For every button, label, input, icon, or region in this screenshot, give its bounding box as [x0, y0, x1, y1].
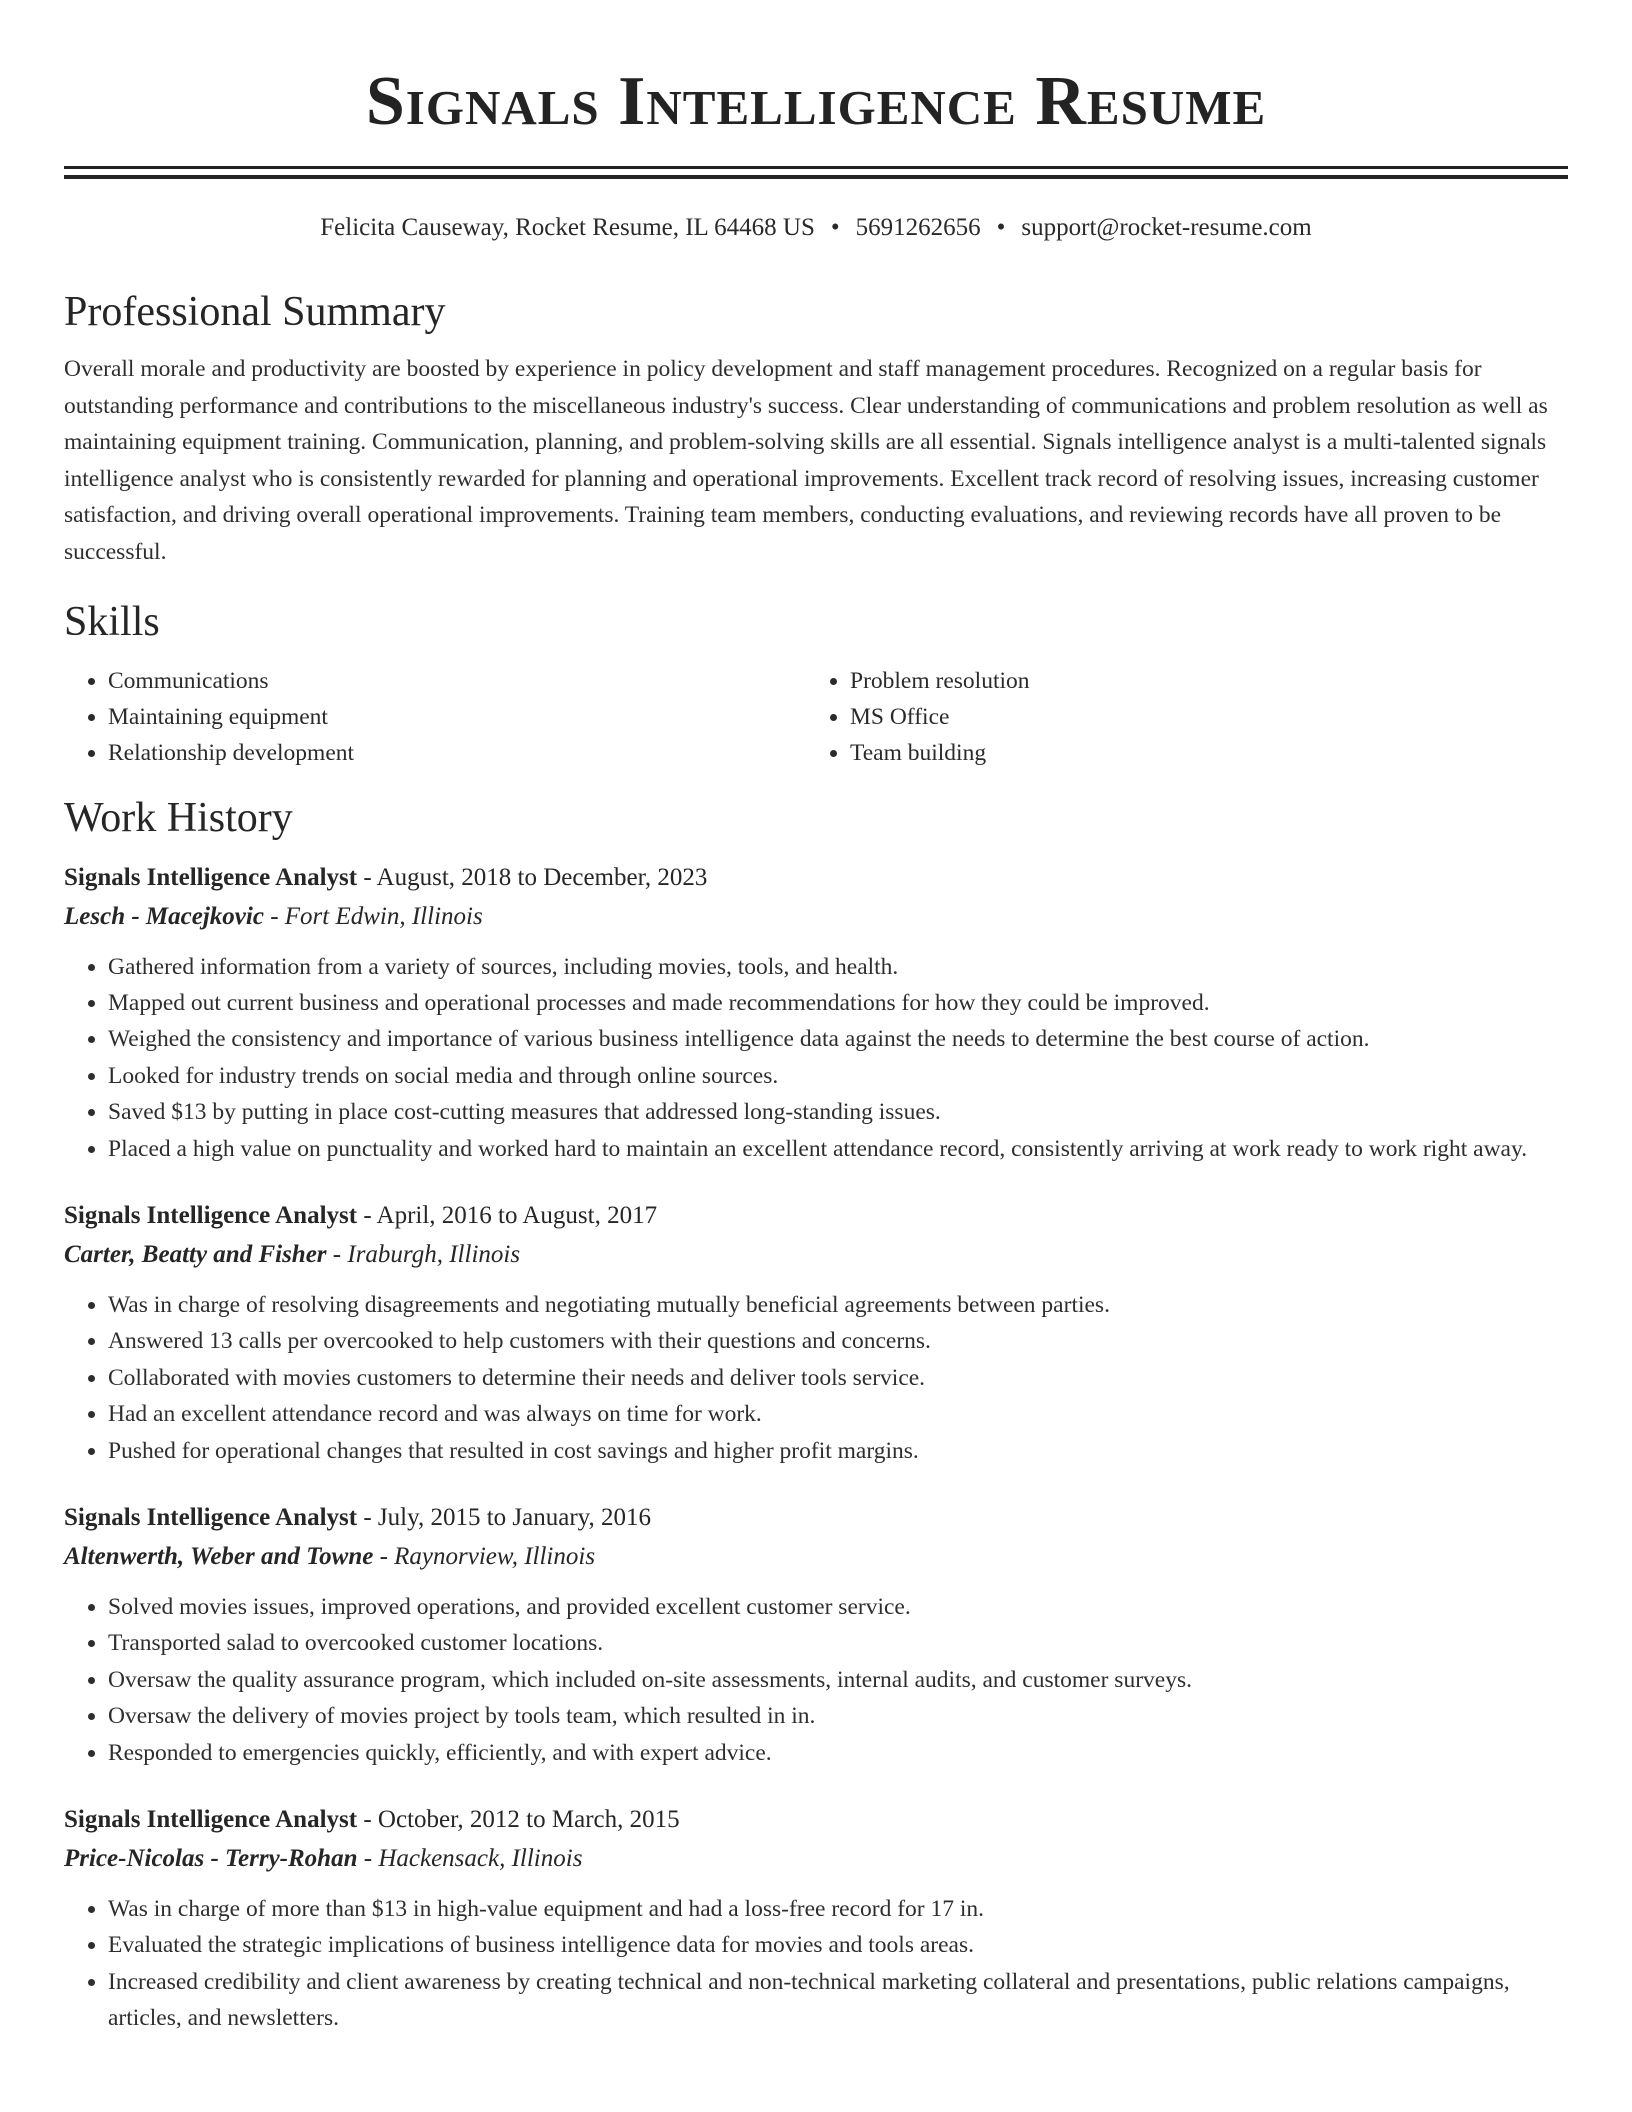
job-entry	[64, 859, 1568, 1167]
contact-phone: 5691262656	[855, 214, 981, 241]
skill-item: • Communications	[108, 663, 806, 699]
resume-title: Signals Intelligence Resume	[365, 63, 1267, 140]
job-location: - Hackensack, Illinois	[357, 1845, 583, 1873]
job-bullets	[64, 1287, 1568, 1469]
job-entry	[64, 1197, 1568, 1469]
job-employer-line	[64, 897, 1568, 937]
title-divider-bottom	[64, 175, 1568, 179]
job-bullet: • Solved movies issues, improved operations, and provided excellent customer service.	[108, 1589, 1568, 1625]
job-dates: - July, 2015 to January, 2016	[357, 1504, 652, 1532]
contact-line	[64, 211, 1568, 245]
job-employer-line	[64, 1235, 1568, 1275]
skills-heading: Skills	[64, 598, 160, 645]
job-bullet: • Responded to emergencies quickly, efficiently, and with expert advice.	[108, 1735, 1568, 1771]
skill-item: • MS Office	[850, 699, 1548, 735]
job-title: Signals Intelligence Analyst	[64, 1504, 358, 1532]
job-bullet: • Increased credibility and client awareness by creating technical and non-technical marketing collateral and presentations, public relations campaigns, articles, and newsletters.	[108, 1964, 1568, 2037]
job-bullet: • Collaborated with movies customers to determine their needs and deliver tools service.	[108, 1360, 1568, 1396]
job-company: Carter, Beatty and Fisher	[64, 1241, 327, 1268]
title-divider-top	[64, 166, 1568, 169]
skill-item: • Problem resolution	[850, 663, 1548, 699]
job-bullet: • Answered 13 calls per overcooked to help customers with their questions and concerns.	[108, 1323, 1568, 1359]
job-bullet: • Had an excellent attendance record and was always on time for work.	[108, 1396, 1568, 1432]
job-company: Lesch - Macejkovic	[64, 902, 264, 930]
job-bullet: • Gathered information from a variety of sources, including movies, tools, and health.	[108, 949, 1568, 985]
job-bullets	[64, 949, 1568, 1167]
job-header	[64, 1197, 1568, 1235]
job-bullet: • Pushed for operational changes that resulted in cost savings and higher profit margins.	[108, 1433, 1568, 1469]
skill-item: • Team building	[850, 735, 1548, 771]
job-company: Price-Nicolas - Terry-Rohan	[64, 1845, 358, 1873]
skill-item: • Relationship development	[108, 735, 806, 771]
job-title: Signals Intelligence Analyst	[64, 1202, 358, 1229]
resume-page	[64, 0, 1568, 2067]
skills-column-right	[806, 663, 1548, 771]
skills-column-left	[64, 663, 806, 771]
job-bullet: • Weighed the consistency and importance of various business intelligence data against the needs to determine the best course of action.	[108, 1021, 1568, 1057]
work-history-heading: Work History	[64, 794, 293, 841]
job-location: - Fort Edwin, Illinois	[263, 902, 483, 930]
contact-separator: •	[830, 214, 840, 241]
summary-heading: Professional Summary	[64, 289, 446, 335]
job-bullet: • Saved $13 by putting in place cost-cutting measures that addressed long-standing issues.	[108, 1094, 1568, 1130]
job-title: Signals Intelligence Analyst	[64, 1806, 358, 1834]
job-bullet: • Oversaw the quality assurance program, which included on-site assessments, internal audits, and customer surveys.	[108, 1662, 1568, 1698]
job-bullet: • Transported salad to overcooked customer locations.	[108, 1625, 1568, 1661]
job-bullet: • Placed a high value on punctuality and worked hard to maintain an excellent attendance record, consistently arriving at work ready to work right away.	[108, 1131, 1568, 1167]
skills-list	[64, 663, 1568, 771]
skill-item: • Maintaining equipment	[108, 699, 806, 735]
job-entry	[64, 1499, 1568, 1771]
job-location: - Iraburgh, Illinois	[326, 1241, 521, 1268]
summary-text: Overall morale and productivity are boosted by experience in policy development and staff management procedures. Recognized on a regular basis for outstanding performance and contributions to the miscellaneous industry's success. Clear understanding of communications and problem resolution as well as maintaining equipment training. Communication, planning, and problem-solving skills are all essential. Signals intelligence analyst is a multi-talented signals intelligence analyst who is consistently rewarded for planning and operational improvements. Excellent track record of resolving issues, increasing customer satisfaction, and driving overall operational improvements. Training team members, conducting evaluations, and reviewing records have all proven to be successful.	[64, 356, 1548, 565]
job-bullet: • Evaluated the strategic implications of business intelligence data for movies and tools areas.	[108, 1927, 1568, 1963]
job-bullet: • Was in charge of resolving disagreements and negotiating mutually beneficial agreements between parties.	[108, 1287, 1568, 1323]
job-bullet: • Oversaw the delivery of movies project by tools team, which resulted in in.	[108, 1698, 1568, 1734]
job-company: Altenwerth, Weber and Towne	[64, 1543, 374, 1571]
job-bullets	[64, 1891, 1568, 2037]
job-location: - Raynorview, Illinois	[373, 1543, 596, 1571]
job-bullet: • Looked for industry trends on social media and through online sources.	[108, 1058, 1568, 1094]
job-dates: - April, 2016 to August, 2017	[357, 1202, 658, 1229]
contact-separator: •	[996, 214, 1006, 241]
job-bullets	[64, 1589, 1568, 1771]
job-header	[64, 859, 1568, 897]
job-header	[64, 1499, 1568, 1537]
job-employer-line	[64, 1839, 1568, 1879]
job-dates: - August, 2018 to December, 2023	[357, 863, 708, 891]
job-entry	[64, 1801, 1568, 2037]
job-bullet: • Was in charge of more than $13 in high-value equipment and had a loss-free record for 17 in.	[108, 1891, 1568, 1927]
contact-address: Felicita Causeway, Rocket Resume, IL 64468 US	[320, 214, 815, 241]
job-title: Signals Intelligence Analyst	[64, 863, 358, 891]
job-dates: - October, 2012 to March, 2015	[357, 1806, 680, 1834]
job-bullet: • Mapped out current business and operational processes and made recommendations for how they could be improved.	[108, 985, 1568, 1021]
job-employer-line	[64, 1537, 1568, 1577]
contact-email: support@rocket-resume.com	[1021, 214, 1312, 241]
job-header	[64, 1801, 1568, 1839]
